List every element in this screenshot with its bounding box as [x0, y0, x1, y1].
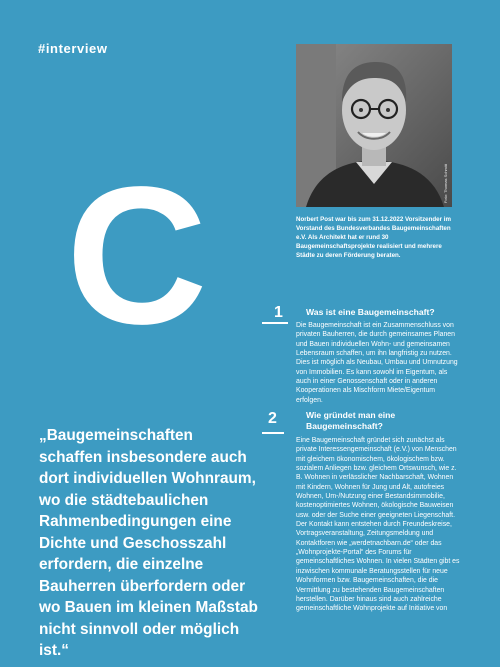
- decorative-initial: C: [66, 146, 204, 365]
- answer-text-1: Die Baugemeinschaft ist ein Zusammenschluss von privaten Bauherren, die durch gemeinsames Planen und Bauen individuellen Wohn- und gemeinsamen Lebensraum schaffen, um ihn langfristig zu nutzen. Dies ist möglich als Neubau, Umbau und Umnutzung von Immobilien. Es kann sowohl im Eigentum, als auch in einer Genossenschaft oder in anderen Kooperationen als Mischform Miete/Eigentum erfolgen.: [296, 322, 458, 404]
- question-2-underline: [262, 432, 284, 434]
- section-hashtag: #interview: [38, 41, 108, 56]
- portrait-photo: [296, 44, 452, 207]
- question-1-underline: [262, 322, 288, 324]
- question-title-1: Was ist eine Baugemeinschaft?: [306, 307, 435, 317]
- question-title-2: Wie gründet man eine Baugemeinschaft?: [306, 410, 396, 431]
- answer-text-2: Eine Baugemeinschaft gründet sich zunächst als private Interessengemeinschaft (e.V.) von Menschen mit gleichem ökonomischem, ökologischem bzw. sozialem Anliegen bzw. gleichem Ortswunsch, wie z. B. Wohnen in verlässlicher Nachbarschaft, Wohnen mit Kindern, Wohnen für Jung und Alt, autofreies Wohnen, Um-/Nutzung einer Bestandsimmobilie, kostenoptimiertes Wohnen, ökologische Bauweisen usw. oder der Suche einer geeigneten Liegenschaft. Der Kontakt kann entstehen durch Freundeskreise, Vortragsveranstaltung, Zeitungsmeldung und Kontaktforen wie „werdetnachbarn.de“ oder das „Wohnprojekte-Portal“ des Forums für gemeinschaftliches Wohnen. In vielen Städten gibt es inzwischen kommunale Beratungsstellen für neue Wohnformen bzw. Baugemeinschaften, die die Vermittlung zu bestehenden Baugemeinschaften herstellen. Darüber hinaus sind auch zahlreiche gemeinschaftliche Wohnprojekte auf Initiative von: [296, 437, 460, 613]
- author-bio: Norbert Post war bis zum 31.12.2022 Vorsitzender im Vorstand des Bundesverbandes Baugemeinschaften e.V. Als Architekt hat er rund 30 Baugemeinschaftsprojekte realisiert und mehrere Städte zu deren Förderung beraten.: [296, 216, 451, 259]
- photo-credit: Foto: Thomas Schmitt: [443, 163, 448, 203]
- pull-quote: „Baugemeinschaften schaffen insbesondere auch dort individuellen Wohnraum, wo die städtebaulichen Rahmenbedingungen eine Dichte und Geschosszahl erfordern, die einzelne Bauherren überfordern oder wo Bauen im kleinen Maßstab nicht sinnvoll oder möglich ist.“: [39, 427, 258, 659]
- question-number-1: 1: [274, 304, 283, 321]
- question-number-2: 2: [268, 410, 277, 427]
